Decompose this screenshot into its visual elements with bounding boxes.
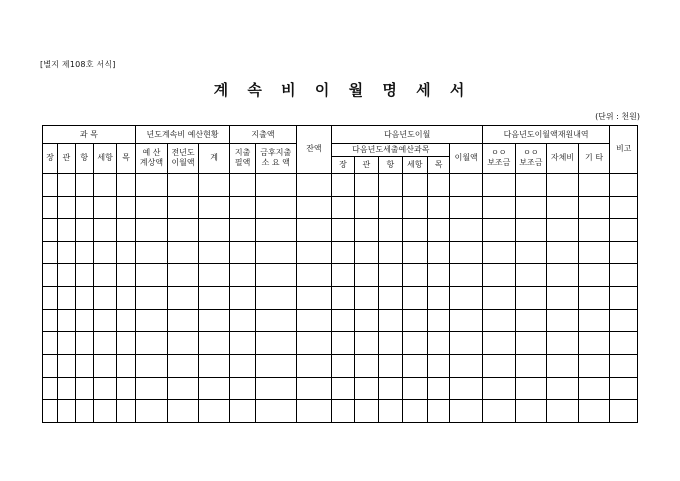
table-cell[interactable]: [255, 355, 296, 378]
table-cell[interactable]: [198, 196, 230, 219]
table-cell[interactable]: [547, 264, 579, 287]
header-next-gwan: 관: [354, 156, 378, 173]
table-cell[interactable]: [379, 241, 402, 264]
table-cell[interactable]: [354, 377, 378, 400]
table-cell[interactable]: [450, 173, 483, 196]
table-cell[interactable]: [427, 264, 449, 287]
table-cell[interactable]: [255, 219, 296, 242]
table-cell[interactable]: [427, 241, 449, 264]
table-cell[interactable]: [332, 377, 354, 400]
table-cell[interactable]: [610, 219, 638, 242]
table-cell[interactable]: [379, 377, 402, 400]
header-balance: 잔액: [296, 126, 332, 174]
table-cell[interactable]: [515, 287, 547, 310]
table-cell[interactable]: [117, 173, 135, 196]
table-cell[interactable]: [578, 241, 610, 264]
table-cell[interactable]: [255, 196, 296, 219]
table-cell[interactable]: [450, 309, 483, 332]
table-cell[interactable]: [230, 219, 255, 242]
table-cell[interactable]: [483, 219, 516, 242]
header-subsidy-1: ㅇㅇ 보조금: [483, 144, 516, 174]
table-cell[interactable]: [255, 287, 296, 310]
table-cell[interactable]: [198, 400, 230, 423]
table-cell[interactable]: [198, 377, 230, 400]
table-cell[interactable]: [43, 332, 58, 355]
table-cell[interactable]: [610, 173, 638, 196]
header-next-jang: 장: [332, 156, 354, 173]
table-cell[interactable]: [483, 377, 516, 400]
table-cell[interactable]: [135, 219, 168, 242]
table-cell[interactable]: [135, 400, 168, 423]
table-cell[interactable]: [230, 241, 255, 264]
table-cell[interactable]: [515, 196, 547, 219]
table-cell[interactable]: [43, 287, 58, 310]
header-next-hang: 항: [379, 156, 402, 173]
table-cell[interactable]: [578, 332, 610, 355]
table-cell[interactable]: [578, 219, 610, 242]
header-other: 기 타: [578, 144, 610, 174]
header-total: 계: [198, 144, 230, 174]
table-cell[interactable]: [427, 219, 449, 242]
table-cell[interactable]: [610, 400, 638, 423]
table-cell[interactable]: [578, 355, 610, 378]
table-cell[interactable]: [58, 309, 75, 332]
table-cell[interactable]: [610, 264, 638, 287]
table-cell[interactable]: [135, 355, 168, 378]
table-cell[interactable]: [547, 219, 579, 242]
table-cell[interactable]: [578, 309, 610, 332]
header-mok: 목: [117, 144, 135, 174]
table-cell[interactable]: [427, 355, 449, 378]
table-cell[interactable]: [515, 400, 547, 423]
table-cell[interactable]: [379, 219, 402, 242]
unit-label: (단위 : 천원): [595, 112, 640, 121]
table-row: [43, 264, 638, 287]
table-cell[interactable]: [230, 377, 255, 400]
table-cell[interactable]: [332, 196, 354, 219]
table-cell[interactable]: [402, 264, 427, 287]
table-cell[interactable]: [402, 309, 427, 332]
table-cell[interactable]: [402, 377, 427, 400]
table-cell[interactable]: [354, 219, 378, 242]
table-cell[interactable]: [547, 355, 579, 378]
header-current-budget: 년도계속비 예산현황: [135, 126, 230, 144]
table-cell[interactable]: [332, 400, 354, 423]
header-gwamok: 과 목: [43, 126, 136, 144]
table-cell[interactable]: [427, 196, 449, 219]
table-cell[interactable]: [427, 332, 449, 355]
table-cell[interactable]: [75, 355, 93, 378]
table-cell[interactable]: [93, 355, 116, 378]
header-hang: 항: [75, 144, 93, 174]
table-cell[interactable]: [43, 264, 58, 287]
table-cell[interactable]: [610, 309, 638, 332]
table-cell[interactable]: [547, 287, 579, 310]
table-cell[interactable]: [135, 173, 168, 196]
table-cell[interactable]: [427, 400, 449, 423]
header-expenditure: 지출액: [230, 126, 296, 144]
table-cell[interactable]: [117, 377, 135, 400]
title-char: 서: [449, 81, 467, 99]
header-remarks: 비고: [610, 126, 638, 174]
table-cell[interactable]: [168, 355, 199, 378]
table-cell[interactable]: [117, 332, 135, 355]
table-cell[interactable]: [58, 355, 75, 378]
table-cell[interactable]: [58, 173, 75, 196]
table-row: [43, 219, 638, 242]
table-cell[interactable]: [402, 355, 427, 378]
table-cell[interactable]: [354, 241, 378, 264]
table-row: [43, 400, 638, 423]
table-cell[interactable]: [135, 309, 168, 332]
table-cell[interactable]: [296, 332, 332, 355]
table-cell[interactable]: [168, 309, 199, 332]
table-cell[interactable]: [93, 332, 116, 355]
table-cell[interactable]: [450, 219, 483, 242]
table-cell[interactable]: [168, 332, 199, 355]
table-cell[interactable]: [379, 173, 402, 196]
table-row: [43, 377, 638, 400]
table-cell[interactable]: [483, 173, 516, 196]
table-cell[interactable]: [296, 400, 332, 423]
table-cell[interactable]: [515, 355, 547, 378]
table-cell[interactable]: [135, 287, 168, 310]
table-cell[interactable]: [43, 355, 58, 378]
table-cell[interactable]: [75, 287, 93, 310]
table-cell[interactable]: [450, 287, 483, 310]
table-cell[interactable]: [117, 241, 135, 264]
table-cell[interactable]: [75, 400, 93, 423]
header-next-budget-items: 다음년도세출예산과목: [332, 144, 450, 157]
header-gwan: 관: [58, 144, 75, 174]
header-next-sehang: 세항: [402, 156, 427, 173]
table-row: [43, 309, 638, 332]
header-next-mok: 목: [427, 156, 449, 173]
table-cell[interactable]: [610, 196, 638, 219]
title-char: 속: [247, 81, 264, 99]
table-cell[interactable]: [135, 332, 168, 355]
table-cell[interactable]: [515, 332, 547, 355]
table-cell[interactable]: [354, 309, 378, 332]
table-cell[interactable]: [255, 400, 296, 423]
table-cell[interactable]: [135, 241, 168, 264]
header-exp-done: 지출 필액: [230, 144, 255, 174]
table-row: [43, 332, 638, 355]
table-cell[interactable]: [75, 309, 93, 332]
table-cell[interactable]: [230, 264, 255, 287]
table-cell[interactable]: [58, 219, 75, 242]
table-cell[interactable]: [117, 219, 135, 242]
table-cell[interactable]: [93, 264, 116, 287]
table-cell[interactable]: [402, 241, 427, 264]
table-cell[interactable]: [483, 332, 516, 355]
table-cell[interactable]: [427, 173, 449, 196]
table-cell[interactable]: [354, 264, 378, 287]
table-cell[interactable]: [515, 219, 547, 242]
table-cell[interactable]: [43, 400, 58, 423]
table-cell[interactable]: [230, 355, 255, 378]
table-cell[interactable]: [117, 309, 135, 332]
table-cell[interactable]: [483, 355, 516, 378]
table-cell[interactable]: [354, 400, 378, 423]
table-row: [43, 241, 638, 264]
table-cell[interactable]: [578, 400, 610, 423]
header-subsidy-2: ㅇㅇ 보조금: [515, 144, 547, 174]
table-cell[interactable]: [547, 173, 579, 196]
table-cell[interactable]: [117, 287, 135, 310]
table-row: [43, 287, 638, 310]
table-cell[interactable]: [483, 400, 516, 423]
table-cell[interactable]: [168, 173, 199, 196]
table-cell[interactable]: [296, 196, 332, 219]
table-cell[interactable]: [58, 332, 75, 355]
table-cell[interactable]: [93, 377, 116, 400]
table-row: [43, 355, 638, 378]
table-cell[interactable]: [547, 309, 579, 332]
table-cell[interactable]: [332, 309, 354, 332]
table-cell[interactable]: [379, 400, 402, 423]
table-cell[interactable]: [135, 196, 168, 219]
table-cell[interactable]: [483, 287, 516, 310]
table-cell[interactable]: [135, 377, 168, 400]
table-cell[interactable]: [296, 377, 332, 400]
table-cell[interactable]: [255, 377, 296, 400]
table-cell[interactable]: [168, 400, 199, 423]
title-char: 이: [314, 81, 332, 99]
table-cell[interactable]: [75, 332, 93, 355]
table-cell[interactable]: [198, 287, 230, 310]
table-cell[interactable]: [296, 309, 332, 332]
table-cell[interactable]: [230, 173, 255, 196]
table-cell[interactable]: [168, 241, 199, 264]
table-cell[interactable]: [379, 287, 402, 310]
table-cell[interactable]: [255, 332, 296, 355]
table-cell[interactable]: [230, 332, 255, 355]
table-cell[interactable]: [332, 332, 354, 355]
table-cell[interactable]: [547, 241, 579, 264]
table-cell[interactable]: [354, 196, 378, 219]
table-cell[interactable]: [578, 173, 610, 196]
table-cell[interactable]: [379, 309, 402, 332]
table-cell[interactable]: [296, 173, 332, 196]
table-cell[interactable]: [578, 377, 610, 400]
table-cell[interactable]: [332, 219, 354, 242]
table-cell[interactable]: [402, 196, 427, 219]
header-sehang: 세항: [93, 144, 116, 174]
table-cell[interactable]: [547, 196, 579, 219]
table-cell[interactable]: [230, 400, 255, 423]
table-cell[interactable]: [379, 196, 402, 219]
table-cell[interactable]: [296, 264, 332, 287]
table-cell[interactable]: [58, 377, 75, 400]
table-cell[interactable]: [515, 173, 547, 196]
table-cell[interactable]: [296, 219, 332, 242]
table-cell[interactable]: [255, 264, 296, 287]
table-cell[interactable]: [402, 173, 427, 196]
table-cell[interactable]: [402, 219, 427, 242]
header-budget-plan: 예 산 계상액: [135, 144, 168, 174]
table-cell[interactable]: [93, 400, 116, 423]
header-future-exp: 금후지출 소 요 액: [255, 144, 296, 174]
title-char: 비: [281, 81, 298, 99]
table-cell[interactable]: [610, 287, 638, 310]
table-cell[interactable]: [117, 355, 135, 378]
table-cell[interactable]: [198, 309, 230, 332]
table-cell[interactable]: [354, 287, 378, 310]
table-cell[interactable]: [230, 287, 255, 310]
title-char: 월: [348, 81, 366, 99]
table-cell[interactable]: [427, 377, 449, 400]
table-cell[interactable]: [255, 241, 296, 264]
table-cell[interactable]: [515, 309, 547, 332]
header-prev-carry: 전년도 이월액: [168, 144, 199, 174]
table-cell[interactable]: [117, 196, 135, 219]
table-cell[interactable]: [93, 241, 116, 264]
table-cell[interactable]: [427, 287, 449, 310]
title-char: 세: [416, 81, 433, 99]
header-jang: 장: [43, 144, 58, 174]
table-cell[interactable]: [168, 264, 199, 287]
table-cell[interactable]: [117, 264, 135, 287]
document-title: [0, 79, 680, 100]
table-cell[interactable]: [483, 196, 516, 219]
table-cell[interactable]: [379, 264, 402, 287]
table-cell[interactable]: [450, 377, 483, 400]
table-cell[interactable]: [515, 264, 547, 287]
header-own-funds: 자체비: [547, 144, 579, 174]
title-char: 명: [382, 81, 399, 99]
table-cell[interactable]: [75, 173, 93, 196]
table-cell[interactable]: [450, 332, 483, 355]
table-cell[interactable]: [168, 287, 199, 310]
table-cell[interactable]: [354, 332, 378, 355]
table-cell[interactable]: [354, 173, 378, 196]
table-cell[interactable]: [43, 309, 58, 332]
table-cell[interactable]: [450, 241, 483, 264]
table-cell[interactable]: [483, 264, 516, 287]
table-cell[interactable]: [483, 241, 516, 264]
table-cell[interactable]: [332, 264, 354, 287]
table-cell[interactable]: [43, 173, 58, 196]
table-cell[interactable]: [427, 309, 449, 332]
table-cell[interactable]: [75, 377, 93, 400]
table-cell[interactable]: [58, 287, 75, 310]
table-cell[interactable]: [43, 377, 58, 400]
table-cell[interactable]: [43, 219, 58, 242]
table-cell[interactable]: [296, 287, 332, 310]
table-cell[interactable]: [230, 196, 255, 219]
table-cell[interactable]: [450, 400, 483, 423]
table-cell[interactable]: [255, 309, 296, 332]
table-cell[interactable]: [58, 264, 75, 287]
table-cell[interactable]: [198, 173, 230, 196]
table-cell[interactable]: [93, 309, 116, 332]
table-cell[interactable]: [230, 309, 255, 332]
table-cell[interactable]: [547, 377, 579, 400]
table-cell[interactable]: [93, 219, 116, 242]
table-cell[interactable]: [75, 241, 93, 264]
table-cell[interactable]: [332, 287, 354, 310]
table-cell[interactable]: [43, 196, 58, 219]
table-cell[interactable]: [578, 196, 610, 219]
table-cell[interactable]: [402, 400, 427, 423]
form-number-label: [별지 제108호 서식]: [40, 60, 116, 69]
table-cell[interactable]: [402, 332, 427, 355]
table-cell[interactable]: [610, 241, 638, 264]
table-cell[interactable]: [483, 309, 516, 332]
table-cell[interactable]: [354, 355, 378, 378]
table-cell[interactable]: [198, 332, 230, 355]
table-cell[interactable]: [168, 196, 199, 219]
table-cell[interactable]: [296, 355, 332, 378]
carryover-statement-table: [42, 125, 638, 423]
table-cell[interactable]: [75, 264, 93, 287]
table-cell[interactable]: [93, 287, 116, 310]
table-cell[interactable]: [58, 196, 75, 219]
table-cell[interactable]: [296, 241, 332, 264]
table-cell[interactable]: [93, 196, 116, 219]
table-cell[interactable]: [610, 332, 638, 355]
header-carry-amount: 이월액: [450, 144, 483, 174]
header-next-carry: 다음년도이월: [332, 126, 483, 144]
table-cell[interactable]: [379, 332, 402, 355]
table-cell[interactable]: [547, 400, 579, 423]
table-cell[interactable]: [75, 196, 93, 219]
table-cell[interactable]: [515, 377, 547, 400]
table-cell[interactable]: [58, 400, 75, 423]
table-cell[interactable]: [198, 355, 230, 378]
table-cell[interactable]: [332, 355, 354, 378]
table-cell[interactable]: [93, 173, 116, 196]
table-cell[interactable]: [168, 377, 199, 400]
table-cell[interactable]: [610, 377, 638, 400]
table-cell[interactable]: [168, 219, 199, 242]
table-cell[interactable]: [255, 173, 296, 196]
table-cell[interactable]: [332, 241, 354, 264]
table-row: [43, 196, 638, 219]
table-cell[interactable]: [198, 241, 230, 264]
title-char: 계: [213, 81, 231, 99]
table-cell[interactable]: [135, 264, 168, 287]
table-cell[interactable]: [117, 400, 135, 423]
table-row: [43, 173, 638, 196]
table-cell[interactable]: [43, 241, 58, 264]
table-cell[interactable]: [198, 264, 230, 287]
table-cell[interactable]: [75, 219, 93, 242]
table-cell[interactable]: [402, 287, 427, 310]
table-cell[interactable]: [578, 287, 610, 310]
table-cell[interactable]: [332, 173, 354, 196]
table-cell[interactable]: [547, 332, 579, 355]
table-cell[interactable]: [515, 241, 547, 264]
table-cell[interactable]: [610, 355, 638, 378]
table-cell[interactable]: [578, 264, 610, 287]
table-cell[interactable]: [198, 219, 230, 242]
table-cell[interactable]: [450, 196, 483, 219]
table-cell[interactable]: [450, 264, 483, 287]
table-cell[interactable]: [379, 355, 402, 378]
table-cell[interactable]: [450, 355, 483, 378]
header-next-funding: 다음년도이월액재원내역: [483, 126, 610, 144]
table-cell[interactable]: [58, 241, 75, 264]
